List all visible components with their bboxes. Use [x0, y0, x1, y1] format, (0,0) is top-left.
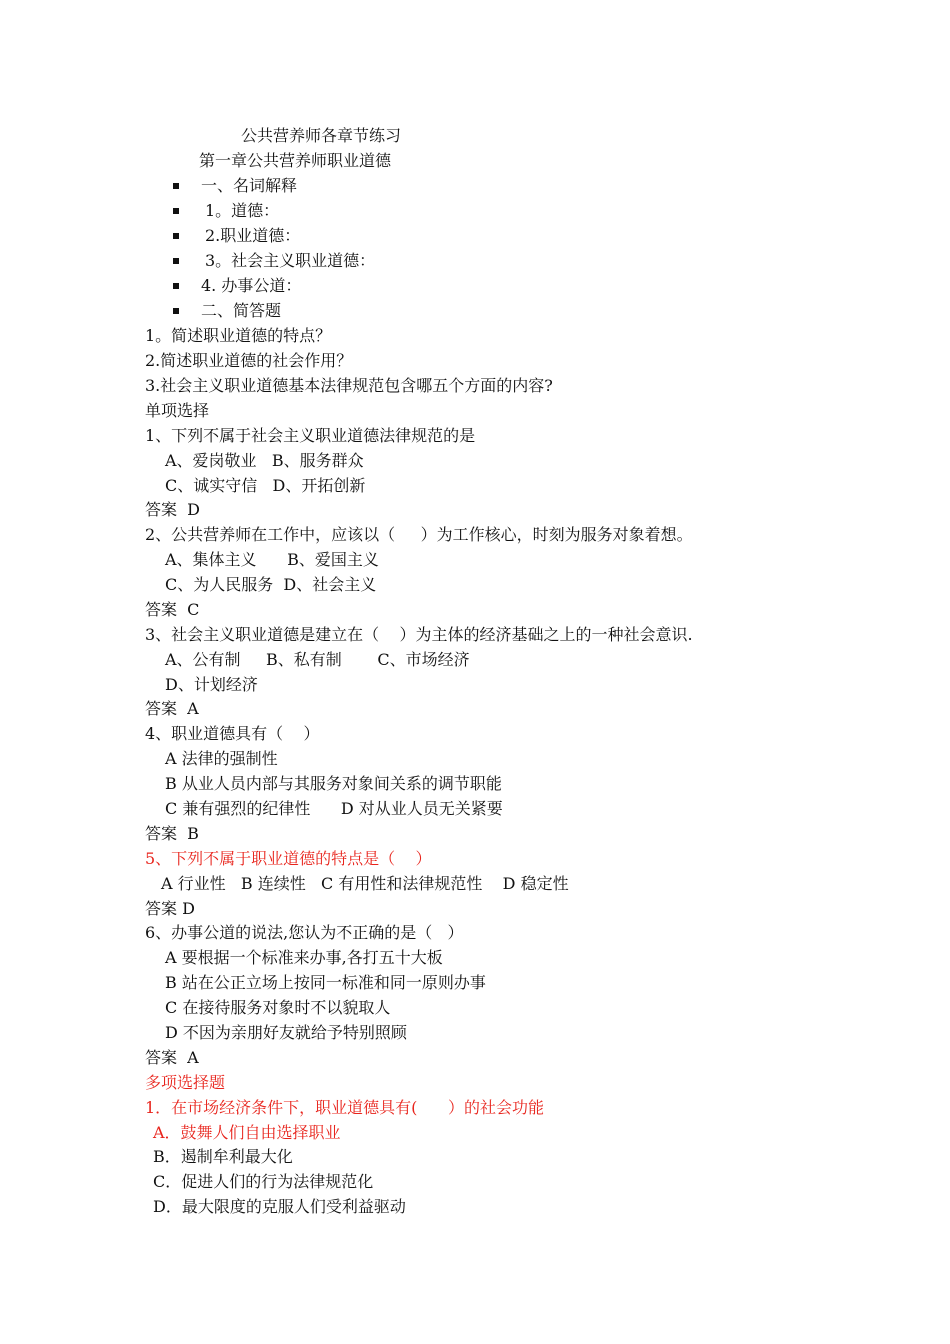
question-answer: 答案 D: [145, 500, 201, 519]
question-option: D 不因为亲朋好友就给予特别照顾: [165, 1023, 407, 1042]
term-item: 2.职业道德：: [205, 226, 301, 245]
short-answer-question: 2.简述职业道德的社会作用？: [145, 351, 353, 370]
question-stem: 5、下列不属于职业道德的特点是（ ）: [145, 849, 432, 868]
question-option: C．促进人们的行为法律规范化: [153, 1172, 374, 1191]
question-answer: 答案 B: [145, 824, 199, 843]
single-choice-heading: 单项选择: [145, 401, 210, 420]
question-option: D．最大限度的克服人们受利益驱动: [153, 1197, 406, 1216]
page-title: 公共营养师各章节练习: [241, 126, 402, 145]
question-option: A 要根据一个标准来办事,各打五十大板: [165, 948, 443, 967]
question-option: A．鼓舞人们自由选择职业: [153, 1123, 341, 1142]
question-option: A、集体主义 B、爱国主义: [165, 550, 379, 569]
question-option: C 兼有强烈的纪律性 D 对从业人员无关紧要: [165, 799, 503, 818]
question-stem: 4、职业道德具有（ ）: [145, 724, 320, 743]
question-answer: 答案 A: [145, 1048, 199, 1067]
question-option: B 站在公正立场上按同一标准和同一原则办事: [165, 973, 486, 992]
multi-choice-heading: 多项选择题: [145, 1073, 226, 1092]
question-answer: 答案 C: [145, 600, 200, 619]
question-option: D、计划经济: [165, 675, 258, 694]
term-item: 3。社会主义职业道德：: [205, 251, 376, 270]
term-item: 4. 办事公道：: [201, 276, 302, 295]
bullet-icon: [173, 308, 179, 314]
question-option: B．遏制牟利最大化: [153, 1147, 293, 1166]
question-answer: 答案 D: [145, 899, 195, 918]
question-option: B 从业人员内部与其服务对象间关系的调节职能: [165, 774, 502, 793]
question-option: A、爱岗敬业 B、服务群众: [165, 451, 364, 470]
section-heading-terms: 一、名词解释: [201, 176, 298, 195]
short-answer-question: 3.社会主义职业道德基本法律规范包含哪五个方面的内容?: [145, 376, 553, 395]
term-item: 1。道德：: [205, 201, 280, 220]
bullet-icon: [173, 283, 179, 289]
bullet-icon: [173, 233, 179, 239]
question-stem: 1、下列不属于社会主义职业道德法律规范的是: [145, 426, 476, 445]
question-option: A、公有制 B、私有制 C、市场经济: [165, 650, 470, 669]
bullet-icon: [173, 208, 179, 214]
question-stem: 3、社会主义职业道德是建立在（ ）为主体的经济基础之上的一种社会意识.: [145, 625, 693, 644]
bullet-icon: [173, 258, 179, 264]
question-option: C、诚实守信 D、开拓创新: [165, 476, 366, 495]
question-option: C、为人民服务 D、社会主义: [165, 575, 377, 594]
bullet-icon: [173, 183, 179, 189]
question-option: A 行业性 B 连续性 C 有用性和法律规范性 D 稳定性: [161, 874, 569, 893]
question-stem: 2、公共营养师在工作中，应该以（ ）为工作核心，时刻为服务对象着想。: [145, 525, 693, 544]
question-stem: 1．在市场经济条件下，职业道德具有( ）的社会功能: [145, 1098, 544, 1117]
question-answer: 答案 A: [145, 699, 199, 718]
question-option: C 在接待服务对象时不以貌取人: [165, 998, 391, 1017]
short-answer-question: 1。简述职业道德的特点？: [145, 326, 332, 345]
question-option: A 法律的强制性: [165, 749, 278, 768]
question-stem: 6、办事公道的说法,您认为不正确的是（ ）: [145, 923, 464, 942]
section-heading-short-answer: 二、简答题: [201, 301, 282, 320]
chapter-title: 第一章公共营养师职业道德: [199, 151, 392, 170]
